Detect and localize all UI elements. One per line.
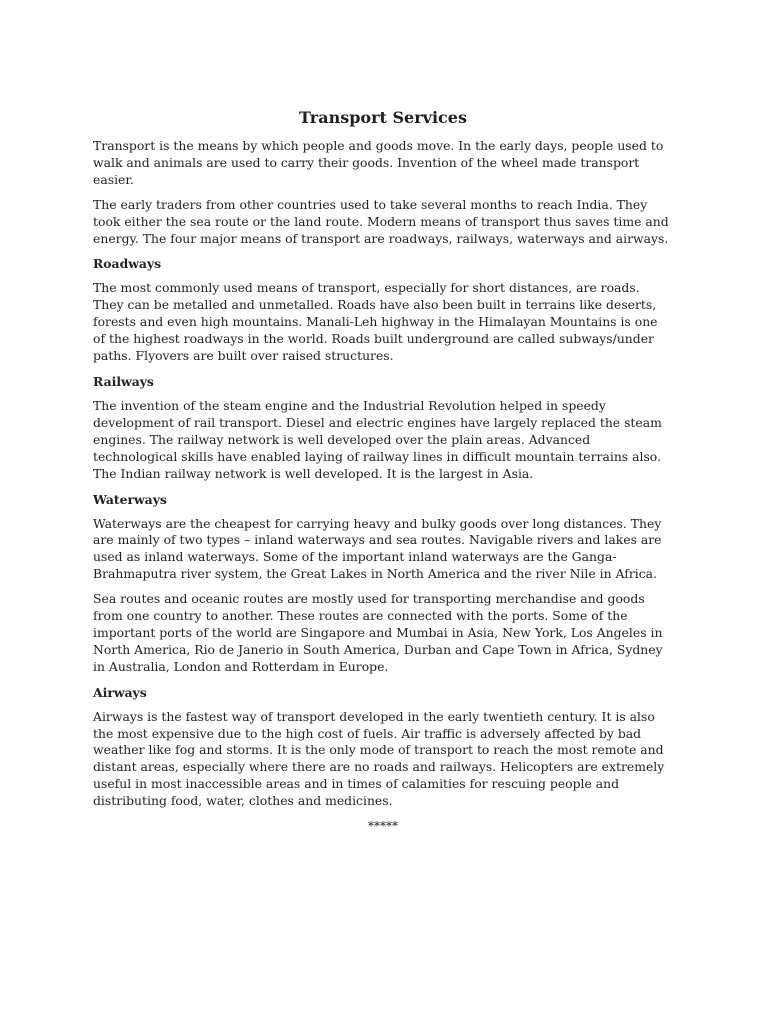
section-heading-roadways: Roadways [93,256,162,272]
waterways-paragraph-2: Sea routes and oceanic routes are mostly used for transporting merchandise and goods from one country to another. These routes are connected with the ports. Some of the important ports of the world are Singapore and Mumbai in Asia, New York, Los Angeles in North America, Rio de Janerio in South America, Durban and Cape Town in Africa, Sydney in Australia, London and Rotterdam in Europe. [93,591,663,674]
airways-paragraph: Airways is the fastest way of transport developed in the early twentieth century. It is also the most expensive due to the high cost of fuels. Air traffic is adversely affected by bad weather like fog and storms. It is the only mode of transport to reach the most remote and distant areas, especially where there are no roads and railways. Helicopters are extremely useful in most inaccessible areas and in times of calamities for rescuing people and distributing food, water, clothes and medicines. [93,708,665,809]
section-heading-waterways: Waterways [93,491,167,507]
section-heading-airways: Airways [93,684,147,700]
waterways-paragraph-1: Waterways are the cheapest for carrying heavy and bulky goods over long distances. They are mainly of two types – inland waterways and sea routes. Navigable rivers and lakes are used as inland waterways. Some of the important inland waterways are the Ganga-Brahmaputra river system, the Great Lakes in North America and the river Nile in Africa. [93,515,662,582]
end-mark: ***** [368,819,398,834]
section-heading-railways: Railways [93,373,154,389]
railways-paragraph: The invention of the steam engine and the Industrial Revolution helped in speedy development of rail transport. Diesel and electric engines have largely replaced the steam engines. The railway network is well developed over the plain areas. Advanced technological skills have enabled laying of railway lines in difficult mountain terrains also. The Indian railway network is well developed. It is the largest in Asia. [93,397,662,481]
intro-paragraph-1: Transport is the means by which people and goods move. In the early days, people used to walk and animals are used to carry their goods. Invention of the wheel made transport easier. [93,138,664,187]
document-title: Transport Services [299,108,467,127]
document-page [93,108,673,834]
roadways-paragraph: The most commonly used means of transport, especially for short distances, are roads. They can be metalled and unmetalled. Roads have also been built in terrains like deserts, forests and even high mountains. Manali-Leh highway in the Himalayan Mountains is one of the highest roadways in the world. Roads built underground are called subways/under paths. Flyovers are built over raised structures. [93,280,658,364]
intro-paragraph-2: The early traders from other countries used to take several months to reach India. They took either the sea route or the land route. Modern means of transport thus saves time and energy. The four major means of transport are roadways, railways, waterways and airways. [93,196,669,246]
